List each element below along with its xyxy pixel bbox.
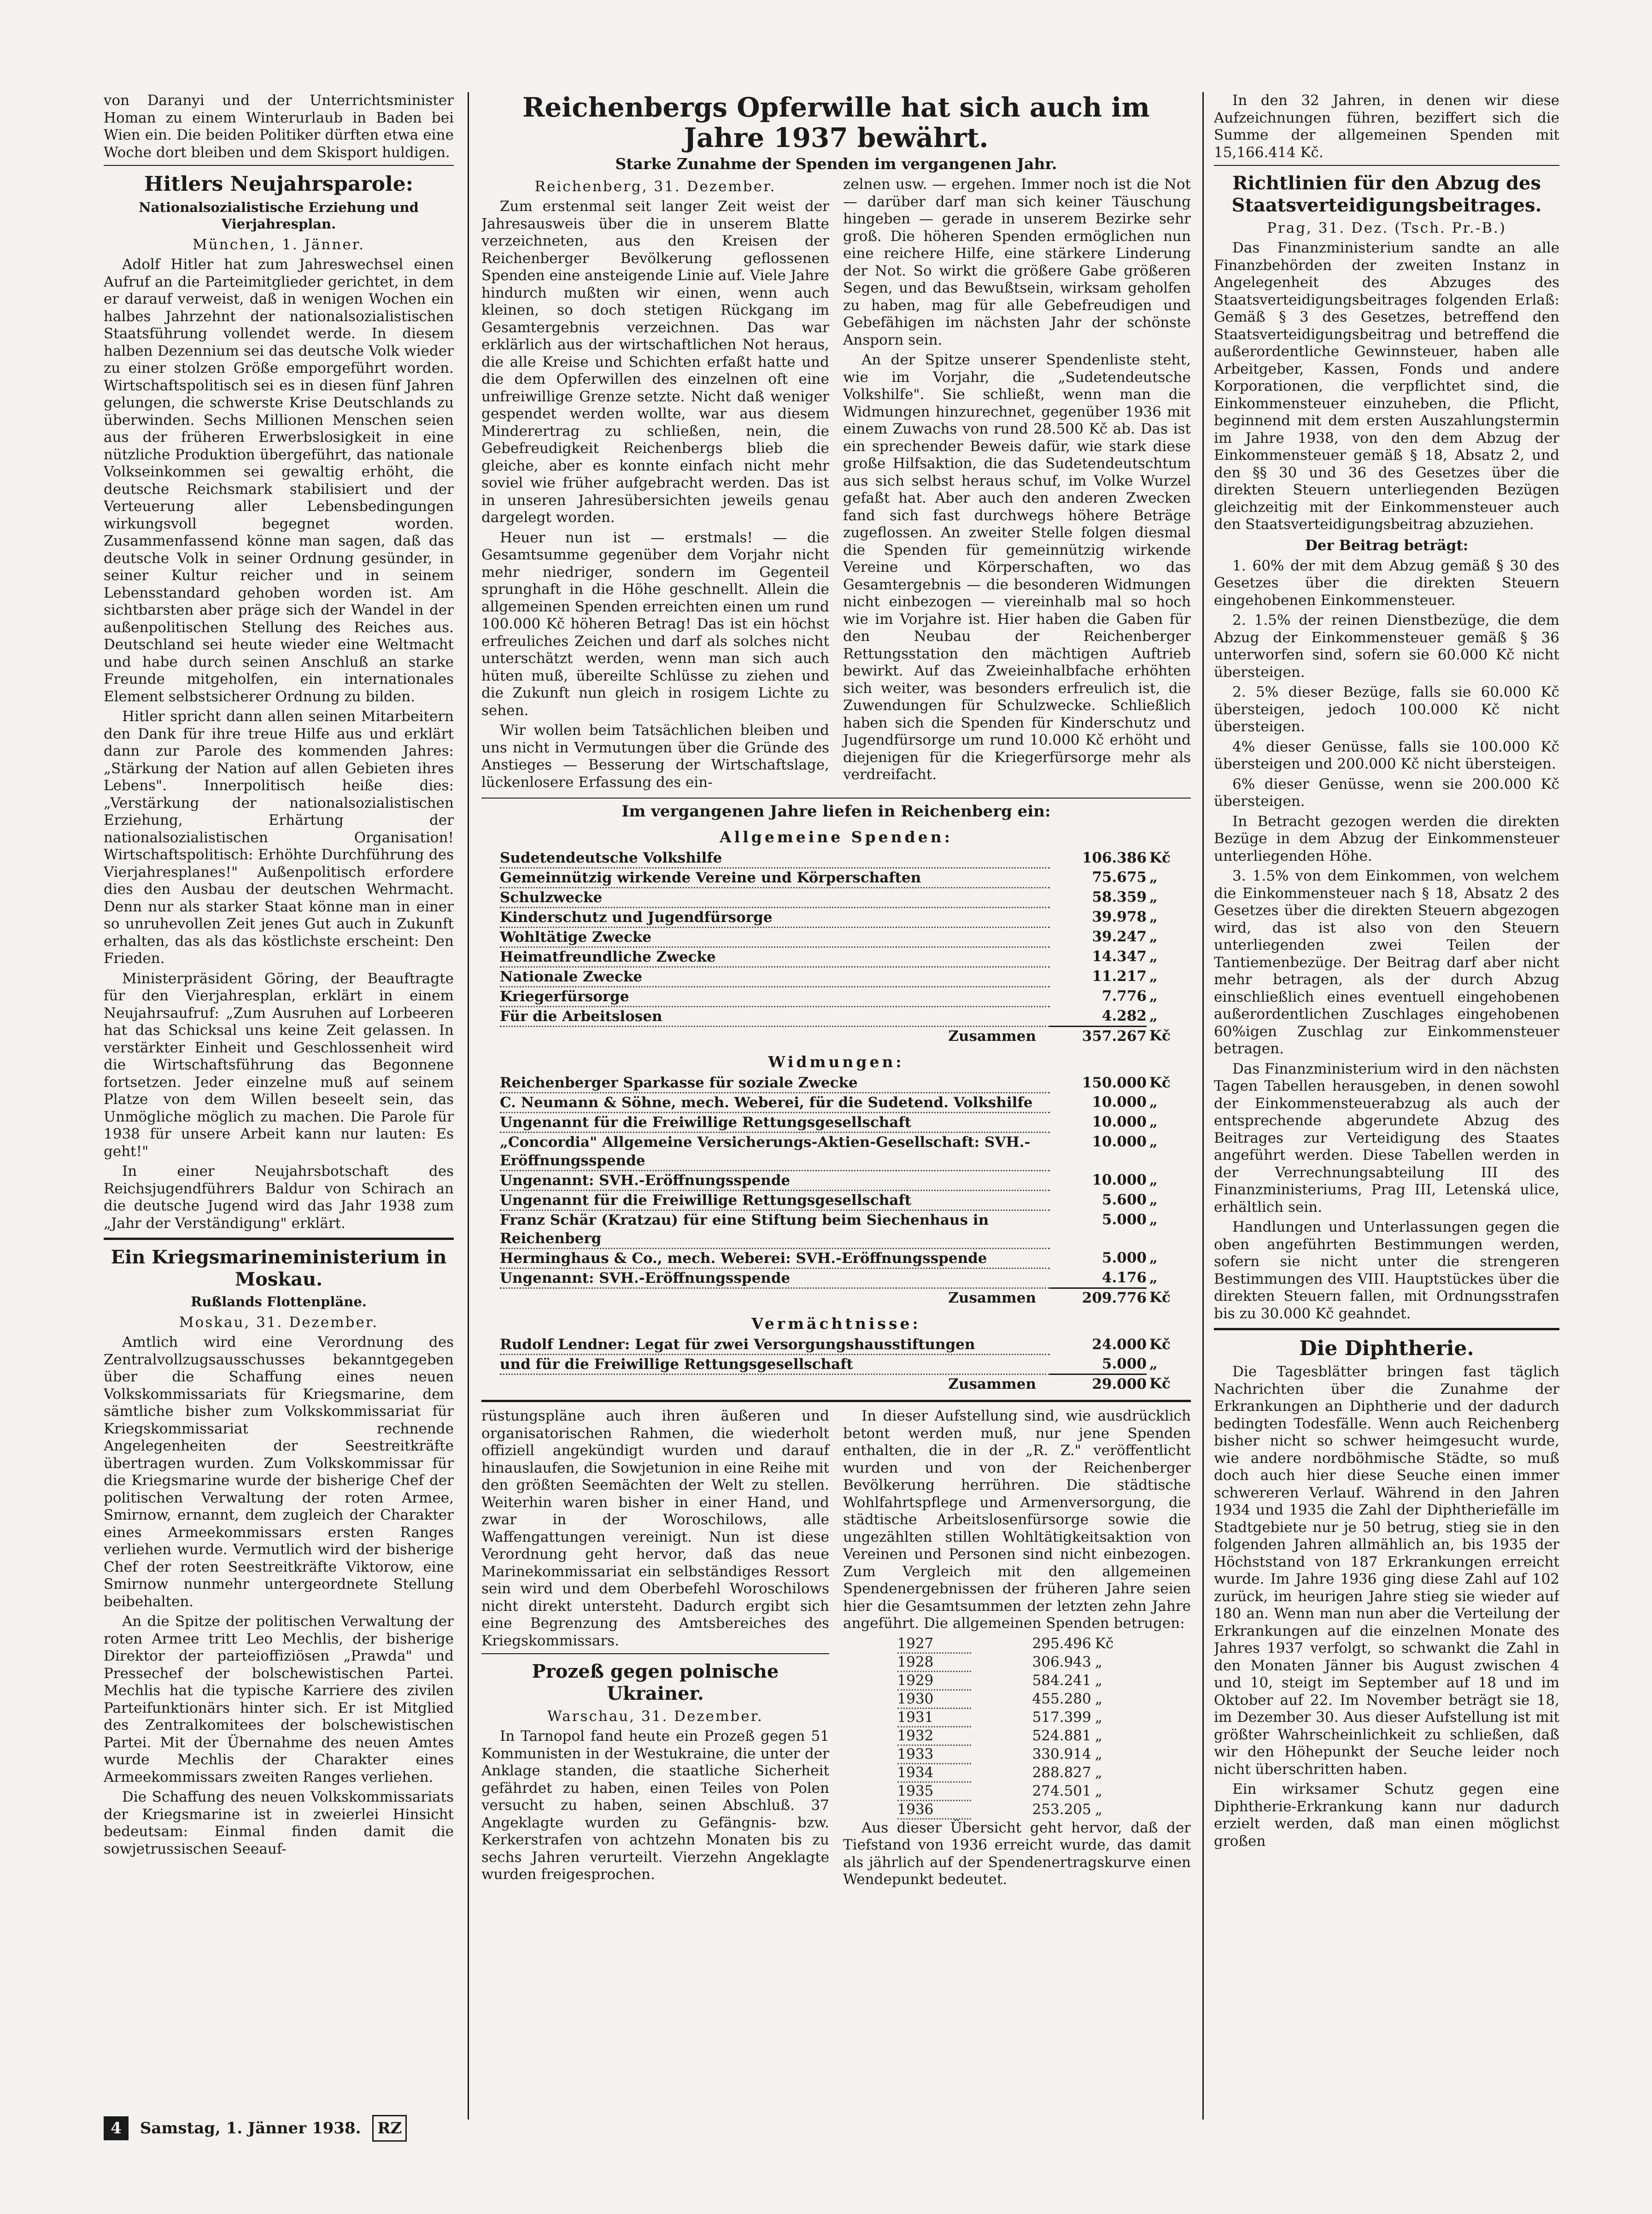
article-columns <box>481 176 1191 794</box>
row-label: und für die Freiwillige Rettungsgesellschaft <box>500 1355 1050 1374</box>
year-value: 295.496 <box>1032 1635 1091 1652</box>
row-label: Franz Schär (Kratzau) für eine Stiftung beim Siechenhaus in Reichenberg <box>500 1210 1050 1249</box>
paragraph: zelnen usw. — ergehen. Immer noch ist die Not — darüber darf man sich keiner Täuschung hingeben — gerade in unserem Bezirke sehr groß. Die höheren Spenden ermöglichen nun eine reichere Hilfe, eine stärkere Linderung der Not. So wirkt die größere Gabe größeren Segen, und das Bewußtsein, wirksam geholfen zu haben, mag für alle Gebefreudigen und Gebefähigen im nächsten Jahr der schönste Ansporn sein. <box>843 176 1191 348</box>
row-unit: „ <box>1149 1171 1158 1188</box>
page-footer <box>104 2115 435 2143</box>
year-value: 330.914 <box>1032 1745 1091 1762</box>
donation-table-vermaechtnisse <box>500 1335 1172 1393</box>
paragraph: In Tarnopol fand heute ein Prozeß gegen 51 Kommunisten in der Westukraine, die unter der Anklage standen, die staatliche Sicherheit gefährdet zu haben, einen Teiles von Polen versucht zu haben, seinen Abschluß. 37 Angeklagte wurden zu Gefängnis- bzw. Kerkerstrafen von achtzehn Monaten bis zu sechs Jahren verurteilt. Vierzehn Angeklagte wurden freigesprochen. <box>481 1728 829 1883</box>
row-unit: „ <box>1149 1191 1158 1208</box>
list-item: 3. 1.5% von dem Einkommen, von welchem die Einkommensteuer nach § 18, Absatz 2 des Gesetzes über die direkten Steuern abgezogen wird, das ist also von den Steuern unterliegenden zwei Teilen der Tantiemenbezüge. Der Beitrag darf aber nicht mehr betragen, als der durch Abzug einschließlich eines eventuell eingehobenen außerordentlichen Zuschlages eingehobenen 60%igen Zuschlag zur Einkommensteuer betragen. <box>1214 868 1559 1057</box>
row-value: 4.176 <box>1101 1269 1147 1286</box>
year-unit: „ <box>1095 1653 1102 1670</box>
year-unit: „ <box>1095 1782 1102 1799</box>
paragraph: Die Tagesblätter bringen fast täglich Nachrichten über die Zunahme der Erkrankungen an Diphtherie und der dadurch bedingten Todesfälle. Wenn auch Reichenberg bisher nicht so schwer heimgesucht wurde, wie andere nordböhmische Städte, so muß doch auch hier diese Seuche einen immer schwereren Verlauf. Während in den Jahren 1934 und 1935 die Zahl der Diphtheriefälle im Stadtgebiete nur je 50 betrug, stieg sie in den folgenden Jahren allmählich an, bis 1935 der Höchststand von 187 Erkrankungen erreicht wurde. Im Jahre 1936 ging diese Zahl auf 102 zurück, im heurigen Jahre stieg sie wieder auf 180 an. Wenn man nun aber die Verteilung der Erkrankungen auf die einzelnen Monate des Jahres 1937 verfolgt, so schwankt die Zahl in den Monaten Jänner bis August zwischen 4 und 10, steigt im September auf 18 und im Oktober auf 22. Im November beträgt sie 18, im Dezember 30. Aus dieser Aufstellung ist mit größter Wahrscheinlichkeit zu schließen, daß wir den Höhepunkt der Seuche leider noch nicht überschritten haben. <box>1214 1363 1559 1778</box>
row-unit: „ <box>1149 948 1158 965</box>
divider <box>481 1400 1191 1402</box>
column-rule <box>468 92 469 2120</box>
total-value: 357.267 <box>1050 1027 1147 1046</box>
dateline: Prag, 31. Dez. (Tsch. Pr.-B.) <box>1267 220 1506 236</box>
paragraph: Die Schaffung des neuen Volkskommissariats der Kriegsmarine ist in zweierlei Hinsicht bedeutsam: Einmal finden damit die sowjetrussischen Seeauf- <box>104 1789 454 1857</box>
column-3 <box>1214 92 1559 2120</box>
total-row <box>500 1027 1172 1046</box>
list-item: In Betracht gezogen werden die direkten Bezüge in dem Abzug der Einkommensteuer unterliegenden Höhe. <box>1214 813 1559 864</box>
row-label: Ungenannt für die Freiwillige Rettungsgesellschaft <box>500 1113 1050 1133</box>
total-label: Zusammen <box>948 1028 1036 1045</box>
row-label: Kinderschutz und Jugendfürsorge <box>500 908 1050 928</box>
article-title: Ein Kriegsmarineministerium in Moskau. <box>111 1246 447 1290</box>
row-value: 24.000 <box>1092 1336 1147 1353</box>
year: 1928 <box>897 1653 972 1671</box>
year-row <box>897 1763 1137 1782</box>
table-row <box>500 1191 1172 1210</box>
row-value: 14.347 <box>1092 948 1147 965</box>
row-value: 10.000 <box>1092 1113 1147 1130</box>
year: 1935 <box>897 1782 972 1800</box>
year: 1936 <box>897 1800 972 1819</box>
dateline: Reichenberg, 31. Dezember. <box>534 178 776 195</box>
paragraph: Ein wirksamer Schutz gegen eine Diphtherie-Erkrankung kann nur dadurch erzielt werden, daß man einen möglichst großen <box>1214 1781 1559 1850</box>
total-value: 29.000 <box>1050 1374 1147 1394</box>
article-title: Hitlers Neujahrsparole: <box>144 172 413 196</box>
row-label: Gemeinnützig wirkende Vereine und Körperschaften <box>500 868 1050 888</box>
table-row <box>500 1268 1172 1288</box>
row-value: 5.600 <box>1101 1191 1147 1208</box>
list-item: 2. 5% dieser Bezüge, falls sie 60.000 Kč übersteigen, jedoch 100.000 Kč nicht übersteigen. <box>1214 684 1559 735</box>
article-title: Richtlinien für den Abzug des Staatsverteidigungsbeitrages. <box>1231 172 1542 216</box>
year-unit: Kč <box>1095 1635 1114 1652</box>
row-label: Ungenannt: SVH.-Eröffnungsspende <box>500 1171 1050 1191</box>
year-row <box>897 1727 1137 1745</box>
row-value: 5.000 <box>1101 1249 1147 1266</box>
paragraph: Hitler spricht dann allen seinen Mitarbeitern den Dank für ihre treue Hilfe aus und erklärt dann zur Parole des kommenden Jahres: „Stärkung der Nation auf allen Gebieten ihres Lebens". Innerpolitisch heiße dies: „Verstärkung der nationalsozialistischen Erziehung, Erhärtung der nationalsozialistischen Organisation! Wirtschaftspolitisch: Erhöhte Durchführung des Vierjahresplanes!" Außenpolitisch erfordere dies den Ausbau der deutschen Wehrmacht. Denn nur als starker Staat könne man in einer so unruhevollen Zeit jenes Gut auch in Zukunft erhalten, das als das köstlichste erscheint: Den Frieden. <box>104 708 454 967</box>
paper-logo: RZ <box>372 2115 407 2142</box>
row-unit: Kč <box>1149 1075 1171 1091</box>
row-label: „Concordia" Allgemeine Versicherungs-Aktien-Gesellschaft: SVH.-Eröffnungsspende <box>500 1133 1050 1171</box>
table-row <box>500 967 1172 987</box>
row-unit: „ <box>1149 1113 1158 1130</box>
year: 1929 <box>897 1671 972 1690</box>
year-unit: „ <box>1095 1727 1102 1744</box>
year-value: 274.501 <box>1032 1782 1091 1799</box>
year-row <box>897 1690 1137 1708</box>
year: 1932 <box>897 1727 972 1745</box>
row-label: Für die Arbeitslosen <box>500 1007 1050 1027</box>
donation-table-widmungen <box>500 1074 1172 1307</box>
yearly-totals-table <box>897 1635 1137 1820</box>
dateline: Moskau, 31. Dezember. <box>179 1314 379 1331</box>
table-row <box>500 888 1172 908</box>
table-row <box>500 1074 1172 1093</box>
row-value: 39.247 <box>1092 928 1147 945</box>
article-title: Die Diphtherie. <box>1299 1337 1474 1360</box>
row-value: 75.675 <box>1092 869 1147 886</box>
table-row <box>500 987 1172 1007</box>
list-item: 1. 60% der mit dem Abzug gemäß § 30 des Gesetzes über die direkten Steuern eingehobenen Einkommensteuer. <box>1214 557 1559 609</box>
dateline: München, 1. Jänner. <box>193 236 365 253</box>
row-unit: „ <box>1149 869 1158 886</box>
total-unit: Kč <box>1149 1289 1171 1306</box>
row-value: 10.000 <box>1092 1093 1147 1110</box>
row-unit: „ <box>1149 1007 1158 1024</box>
row-unit: „ <box>1149 1133 1158 1150</box>
section-title: Widmungen: <box>768 1053 904 1071</box>
table-row <box>500 868 1172 888</box>
section-title: Vermächtnisse: <box>751 1315 921 1333</box>
list-item: 6% dieser Genüsse, wenn sie 200.000 Kč übersteigen. <box>1214 775 1559 810</box>
total-label: Zusammen <box>948 1290 1036 1306</box>
article-col-left <box>481 176 829 794</box>
row-label: Sudetendeutsche Volkshilfe <box>500 849 1050 868</box>
year-unit: „ <box>1095 1745 1102 1762</box>
year-unit: „ <box>1095 1709 1102 1726</box>
headline-subtitle: Starke Zunahme der Spenden im vergangenen Jahr. <box>615 155 1057 173</box>
divider <box>481 1653 829 1654</box>
table-row <box>500 1355 1172 1374</box>
row-value: 11.217 <box>1092 968 1147 985</box>
newspaper-page <box>104 92 1559 2136</box>
paragraph: Wir wollen beim Tatsächlichen bleiben und uns nicht in Vermutungen über die Gründe des Anstieges — Besserung der Wirtschaftslage, lückenlosere Erfassung des ein- <box>481 722 829 791</box>
article-subtitle: Rußlands Flottenpläne. <box>191 1294 367 1310</box>
subheading: Der Beitrag beträgt: <box>1305 537 1469 554</box>
table-row <box>500 1133 1172 1171</box>
table-row <box>500 1171 1172 1191</box>
paragraph: rüstungspläne auch ihren äußeren und organisatorischen Rahmen, die wiederholt offiziell angekündigt wurden und darauf hinauslaufen, die Sowjetunion in eine Reihe mit den größten Seemächten der Welt zu stellen. Weiterhin waren bisher in einer Hand, und zwar in der Woroschilows, alle Waffengattungen vereinigt. Nun ist diese Verordnung geht hervor, daß das neue Marinekommissariat ein selbständiges Ressort sein wird und dem Oberbefehl Woroschilows nicht direkt untersteht. Dadurch ergibt sich eine Begrenzung des Amtsbereiches des Kriegskommissars. <box>481 1408 829 1649</box>
paragraph: In einer Neujahrsbotschaft des Reichsjugendführers Baldur von Schirach an die deutsche Jugend wird das Jahr 1938 zum „Jahr der Verständigung" erklärt. <box>104 1163 454 1232</box>
row-value: 10.000 <box>1092 1133 1147 1150</box>
row-label: Herminghaus & Co., mech. Weberei: SVH.-Eröffnungsspende <box>500 1249 1050 1268</box>
row-unit: Kč <box>1149 850 1171 866</box>
lower-columns <box>481 1408 1191 1891</box>
total-unit: Kč <box>1149 1375 1171 1392</box>
row-unit: „ <box>1149 1249 1158 1266</box>
lower-col-right <box>843 1408 1191 1891</box>
row-value: 5.000 <box>1101 1211 1147 1228</box>
row-label: Reichenberger Sparkasse für soziale Zwecke <box>500 1074 1050 1093</box>
table-row <box>500 1113 1172 1133</box>
list-item: Handlungen und Unterlassungen gegen die oben angeführten Bestimmungen werden, sofern sie nicht unter die strengeren Bestimmungen des VIII. Hauptstückes über die direkten Steuern fallen, mit Ordnungsstrafen bis zu 30.000 Kč geahndet. <box>1214 1219 1559 1322</box>
article-title: Prozeß gegen polnische Ukrainer. <box>532 1661 779 1704</box>
row-unit: „ <box>1149 928 1158 945</box>
paragraph: Zum erstenmal seit langer Zeit weist der Jahresausweis über die in unserem Blatte verzeichneten, aus den Kreisen der Reichenberger Bevölkerung geflossenen Spenden eine ansteigende Linie auf. Viele Jahre hindurch mußten wir einen, wenn auch kleinen, so doch stetigen Rückgang im Gesamtergebnis verzeichnen. Das war erklärlich aus der wirtschaftlichen Not heraus, die alle Kreise und Schichten erfaßt hatte und die dem Opferwillen des einzelnen oft eine unfreiwillige Grenze setzte. Nicht daß weniger gespendet werden wollte, war aus diesem Minderertrag zu schließen, nein, die Gebefreudigkeit Reichenbergs blieb die gleiche, aber es konnte einfach nicht mehr soviel wie früher aufgebracht werden. Das ist in unseren Jahresübersichten jeweils genau dargelegt worden. <box>481 198 829 526</box>
year-value: 524.881 <box>1032 1727 1091 1744</box>
donation-table-allgemeine <box>500 849 1172 1045</box>
year-unit: „ <box>1095 1801 1102 1818</box>
year-row <box>897 1653 1137 1671</box>
list-item: 4% dieser Genüsse, falls sie 100.000 Kč übersteigen und 200.000 Kč nicht übersteigen. <box>1214 738 1559 772</box>
row-value: 39.978 <box>1092 908 1147 925</box>
year-value: 455.280 <box>1032 1690 1091 1707</box>
year-value: 517.399 <box>1032 1709 1091 1726</box>
row-unit: „ <box>1149 1355 1158 1372</box>
year-value: 253.205 <box>1032 1801 1091 1818</box>
dateline: Warschau, 31. Dezember. <box>547 1708 763 1725</box>
year-value: 288.827 <box>1032 1764 1091 1781</box>
column-2 <box>481 92 1191 2120</box>
year: 1930 <box>897 1690 972 1708</box>
row-unit: „ <box>1149 1093 1158 1110</box>
row-unit: Kč <box>1149 1336 1171 1353</box>
row-unit: „ <box>1149 987 1158 1004</box>
year-row <box>897 1635 1137 1653</box>
row-value: 5.000 <box>1101 1355 1147 1372</box>
paragraph: Heuer nun ist — erstmals! — die Gesamtsumme gegenüber dem Vorjahr nicht mehr niedriger, sondern im Gegenteil sprunghaft in die Höhe geschnellt. Allein die allgemeinen Spenden erreichten einen um rund 100.000 Kč höheren Betrag! Das ist ein höchst erfreuliches Zeichen und darf als solches nicht unterschätzt werden, wenn man sich auch hüten muß, übereilte Schlüsse zu ziehen und die Zukunft nun gleich in rosigem Lichte zu sehen. <box>481 529 829 719</box>
row-label: Schulzwecke <box>500 888 1050 908</box>
year-row <box>897 1708 1137 1727</box>
total-value: 209.776 <box>1050 1288 1147 1308</box>
column-rule <box>1202 92 1204 2120</box>
row-label: Ungenannt für die Freiwillige Rettungsgesellschaft <box>500 1191 1050 1210</box>
row-value: 10.000 <box>1092 1171 1147 1188</box>
table-row <box>500 1093 1172 1113</box>
table-row <box>500 1335 1172 1355</box>
year-row <box>897 1671 1137 1690</box>
table-row <box>500 947 1172 967</box>
year-value: 306.943 <box>1032 1653 1091 1670</box>
page-number: 4 <box>104 2116 129 2140</box>
paragraph: An der Spitze unserer Spendenliste steht, wie im Vorjahr, die „Sudetendeutsche Volkshilfe". Sie schließt, wenn man die Widmungen hinzurechnet, gegenüber 1936 mit einem Zuwachs von rund 28.500 Kč ab. Das ist ein sprechender Beweis dafür, wie stark diese große Hilfsaktion, die das Sudetendeutschtum aus sich selbst heraus schuf, im Volke Wurzel gefaßt hat. Aber auch den anderen Zwecken fand sich fast durchwegs höhere Beträge zugeflossen. An zweiter Stelle folgen diesmal die Spenden für gemeinnützig wirkende Vereine und Körperschaften, wo das Gesamtergebnis — die besonderen Widmungen nicht einbezogen — viereinhalb mal so hoch wie im Vorjahre ist. Hier haben die Gaben für den Neubau der Reichenberger Rettungsstation den mächtigen Auftrieb bewirkt. Auf das Zweieinhalbfache erhöhten sich weiter, was besonders erfreulich ist, die Zuwendungen für Schulzwecke. Schließlich haben sich die Spenden für Kinderschutz und Jugendfürsorge um rund 10.000 Kč erhöht und diejenigen für die Kriegerfürsorge mehr als verdreifacht. <box>843 352 1191 783</box>
row-value: 4.282 <box>1101 1007 1147 1024</box>
row-value: 58.359 <box>1092 888 1147 905</box>
total-row <box>500 1288 1172 1308</box>
table-row <box>500 908 1172 928</box>
row-unit: „ <box>1149 968 1158 985</box>
year: 1933 <box>897 1745 972 1763</box>
donation-tables <box>481 828 1191 1393</box>
paragraph: An die Spitze der politischen Verwaltung der roten Armee tritt Leo Mechlis, der bisherige Direktor der parteioffiziösen „Prawda" und Pressechef der bolschewistischen Partei. Mechlis hat die typische Karriere des zivilen Parteifunktionärs hinter sich. Er ist Mitglied des Zentralkomitees der bolschewistischen Partei. Mit der Übernahme des neuen Amtes wurde Mechlis der Charakter eines Armeekommissars zweiten Ranges verliehen. <box>104 1613 454 1785</box>
divider <box>104 165 454 166</box>
row-label: Ungenannt: SVH.-Eröffnungsspende <box>500 1268 1050 1288</box>
footer-date: Samstag, 1. Jänner 1938. <box>140 2119 361 2138</box>
year: 1927 <box>897 1635 972 1653</box>
total-unit: Kč <box>1149 1027 1171 1044</box>
row-unit: „ <box>1149 1211 1158 1228</box>
row-value: 106.386 <box>1082 850 1147 866</box>
paragraph: Ministerpräsident Göring, der Beauftragte für den Vierjahresplan, erklärt in einem Neujahrsaufruf: „Zum Ausruhen auf Lorbeeren hat das Schicksal uns keine Zeit gelassen. In verstärkter Einheit und Geschlossenheit wird die Wirtschaftsführung das Begonnene fortsetzen. Jeder einzelne muß auf seinem Platze von dem Willen beseelt sein, das Unmögliche möglich zu machen. Die Parole für 1938 für unsere Arbeit kann nur lauten: Es geht!" <box>104 970 454 1160</box>
column-1 <box>104 92 454 2101</box>
paragraph: Das Finanzministerium sandte an alle Finanzbehörden der zweiten Instanz in Angelegenheit des Abzuges des Staatsverteidigungsbeitrages folgenden Erlaß: Gemäß § 3 des Gesetzes, betreffend den Staatsverteidigungsbeitrag und betreffend die außerordentliche Gewinnsteuer, haben alle Arbeitgeber, Kassen, Fonds und andere Korporationen, die verpflichtet sind, die Einkommensteuer einzuheben, die Pflicht, beginnend mit dem ersten Auszahlungstermin im Jahre 1938, von den dem Abzug der Einkommensteuer gemäß § 18, Absatz 2, und den §§ 30 und 36 des Gesetzes über die direkten Steuern unterliegenden Bezügen gleichzeitig mit der Einkommensteuer auch den Staatsverteidigungsbeitrag abzuziehen. <box>1214 240 1559 533</box>
table-row <box>500 1210 1172 1249</box>
row-label: Rudolf Lendner: Legat für zwei Versorgungshausstiftungen <box>500 1335 1050 1355</box>
year: 1931 <box>897 1708 972 1727</box>
year-row <box>897 1800 1137 1819</box>
lower-col-left <box>481 1408 829 1891</box>
table-row <box>500 1007 1172 1027</box>
list-item: Das Finanzministerium wird in den nächsten Tagen Tabellen herausgeben, in denen sowohl der Einkommensteuerabzug als auch der entsprechende abgerundete Abzug des Beitrages zur Verteidigung des Staates angeführt werden. Diese Tabellen werden in der Verrechnungsabteilung III des Finanzministeriums, Prag III, Letenská ulice, erhältlich sein. <box>1214 1060 1559 1216</box>
article-subtitle: Nationalsozialistische Erziehung und Vierjahresplan. <box>139 200 419 232</box>
year-value: 584.241 <box>1032 1672 1091 1689</box>
row-label: Nationale Zwecke <box>500 967 1050 987</box>
year-row <box>897 1745 1137 1763</box>
divider <box>481 798 1191 799</box>
paragraph: In dieser Aufstellung sind, wie ausdrücklich betont werden muß, nur jene Spenden enthalten, die in der „R. Z." veröffentlicht wurden und von der Reichenberger Bevölkerung herrühren. Die städtische Wohlfahrtspflege und Armenversorgung, die städtische Arbeitslosenfürsorge sowie die ungezählten stillen Wohltätigkeitsaktion von Vereinen und Personen sind nicht einbezogen. Zum Vergleich mit den allgemeinen Spendenergebnissen der früheren Jahre seien hier die Gesamtsummen der letzten zehn Jahre angeführt. Die allgemeinen Spenden betrugen: <box>843 1408 1191 1632</box>
row-unit: „ <box>1149 908 1158 925</box>
paragraph: Aus dieser Übersicht geht hervor, daß der Tiefstand von 1936 erreicht wurde, das damit als jährlich auf der Spendenertragskurve einen Wendepunkt bedeutet. <box>843 1819 1191 1888</box>
year-row <box>897 1782 1137 1800</box>
year-unit: „ <box>1095 1764 1102 1781</box>
divider <box>1214 1328 1559 1330</box>
row-label: C. Neumann & Söhne, mech. Weberei, für die Sudetend. Volkshilfe <box>500 1093 1050 1113</box>
section-title: Allgemeine Spenden: <box>720 828 953 846</box>
paragraph: Amtlich wird eine Verordnung des Zentralvollzugsausschusses bekanntgegeben über die Schaffung eines neuen Volkskommissariats für Kriegsmarine, dem sämtliche bisher zum Volkskommissariat für Kriegskommissariat rechnende Angelegenheiten der Seestreitkräfte übertragen wurden. Zum Volkskommissar für die Kriegsmarine wurde der bisherige Chef der politischen Verwaltung der roten Armee, Smirnow, ernannt, dem zugleich der Charakter eines Armeekommissars ersten Ranges verliehen wurde. Vermutlich wird der bisherige Chef der roten Seestreitkräfte Viktorow, eine Smirnow nunmehr untergeordnete Stellung beibehalten. <box>104 1334 454 1610</box>
headline: Reichenbergs Opferwille hat sich auch im Jahre 1937 bewährt. <box>522 92 1150 153</box>
row-label: Heimatfreundliche Zwecke <box>500 947 1050 967</box>
row-label: Kriegerfürsorge <box>500 987 1050 1007</box>
table-row <box>500 849 1172 868</box>
article-col-right <box>843 176 1191 794</box>
year-unit: „ <box>1095 1672 1102 1689</box>
total-label: Zusammen <box>948 1376 1036 1392</box>
divider <box>1214 165 1559 166</box>
year: 1934 <box>897 1763 972 1782</box>
row-unit: „ <box>1149 1269 1158 1286</box>
year-unit: „ <box>1095 1690 1102 1707</box>
list-item: 2. 1.5% der reinen Dienstbezüge, die dem Abzug der Einkommensteuer gemäß § 36 unterworfen sind, sofern sie 60.000 Kč nicht übersteigen. <box>1214 612 1559 681</box>
row-value: 7.776 <box>1101 987 1147 1004</box>
intro-text: In den 32 Jahren, in denen wir diese Aufzeichnungen führen, beziffert sich die Summe der allgemeinen Spenden mit 15,166.414 Kč. <box>1214 92 1559 161</box>
total-row <box>500 1374 1172 1394</box>
intro-text: von Daranyi und der Unterrichtsminister Homan zu einem Winterurlaub in Baden bei Wien ein. Die beiden Politiker dürften etwa eine Woche dort bleiben und dem Skisport huldigen. <box>104 92 454 161</box>
row-value: 150.000 <box>1082 1075 1147 1091</box>
row-unit: „ <box>1149 888 1158 905</box>
divider <box>104 1238 454 1240</box>
table-row <box>500 1249 1172 1268</box>
row-label: Wohltätige Zwecke <box>500 928 1050 947</box>
table-title: Im vergangenen Jahre liefen in Reichenberg ein: <box>621 802 1051 821</box>
table-row <box>500 928 1172 947</box>
paragraph: Adolf Hitler hat zum Jahreswechsel einen Aufruf an die Parteimitglieder gerichtet, in dem er darauf verweist, daß in wenigen Wochen ein halbes Jahrzehnt der nationalsozialistischen Staatsführung vollendet werde. In diesem halben Dezennium sei das deutsche Volk wieder zu einer stolzen Größe emporgeführt worden. Wirtschaftspolitisch sei es in diesen fünf Jahren gelungen, die schwerste Krise Deutschlands zu überwinden. Sechs Millionen Menschen seien aus der früheren Erwerbslosigkeit in eine nützliche Produktion übergeführt, das nationale Volkseinkommen sei gewaltig erhöht, die deutsche Reichsmark stabilisiert und der Verteuerung aller Lebensbedingungen wirkungsvoll begegnet worden. Zusammenfassend könne man sagen, daß das deutsche Volk in seiner Ordnung gesünder, in seiner Kultur reicher und in seinem Lebensstandard gehoben worden ist. Am sichtbarsten aber präge sich der Wandel in der außenpolitischen Stellung des Reiches aus. Deutschland sei heute wieder eine Weltmacht und habe durch seinen Anschluß an starke Freunde mitgeholfen, ein internationales Element selbstsicherer Ordnung zu bilden. <box>104 256 454 705</box>
